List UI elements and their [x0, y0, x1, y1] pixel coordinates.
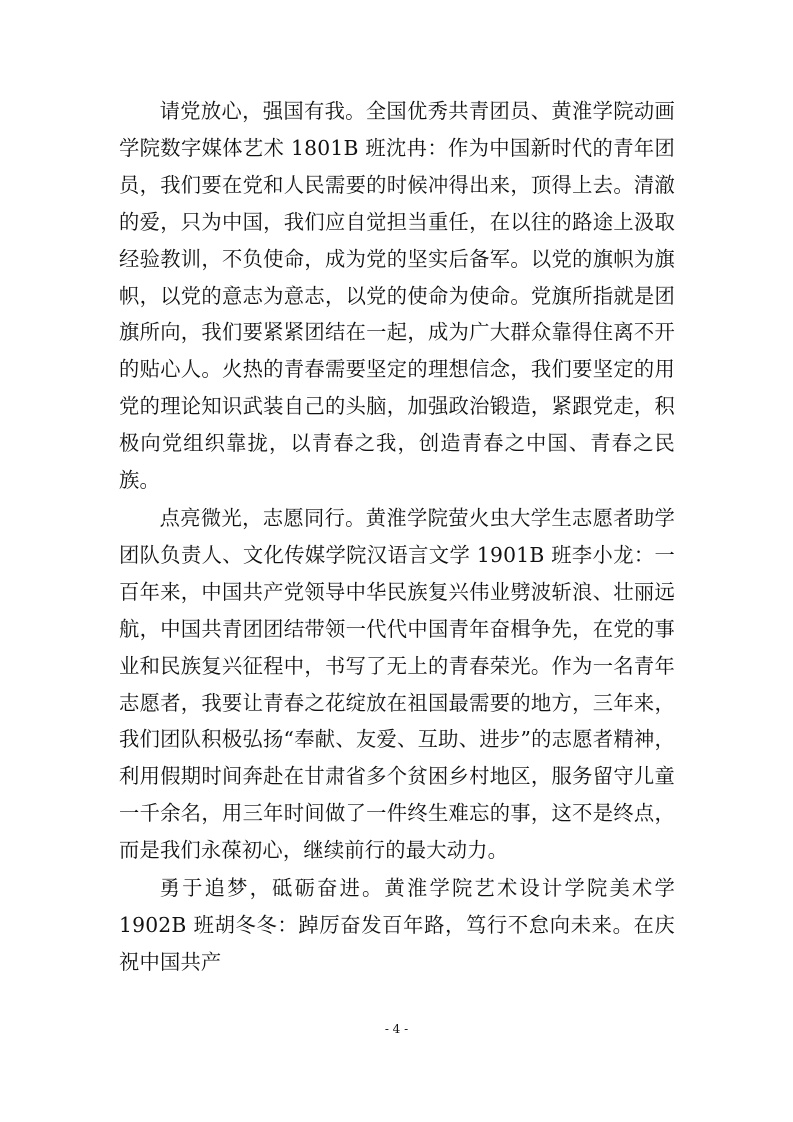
page-number: - 4 - — [384, 1022, 409, 1036]
paragraph: 请党放心，强国有我。全国优秀共青团员、黄淮学院动画学院数字媒体艺术 1801B 班沈冉：作为中国新时代的青年团员，我们要在党和人民需要的时候冲得出来，顶得上去。清澈的爱，只为中国，我们应自觉担当重任，在以往的路途上汲取经验教训，不负使命，成为党的坚实后备军。以党的旗帜为旗帜，以党的意志为意志，以党的使命为使命。党旗所指就是团旗所向，我们要紧紧团结在一起，成为广大群众靠得住离不开的贴心人。火热的青春需要坚定的理想信念，我们要坚定的用党的理论知识武装自己的头脑，加强政治锻造，紧跟党走，积极向党组织靠拢，以青春之我，创造青春之中国、青春之民族。 — [119, 99, 675, 493]
body-text — [119, 93, 675, 981]
paragraph: 勇于追梦，砥砺奋进。黄淮学院艺术设计学院美术学 1902B 班胡冬冬：踔厉奋发百年路，笃行不怠向未来。在庆祝中国共产 — [119, 876, 675, 974]
paragraph: 点亮微光，志愿同行。黄淮学院萤火虫大学生志愿者助学团队负责人、文化传媒学院汉语言文学 1901B 班李小龙：一百年来，中国共产党领导中华民族复兴伟业劈波斩浪、壮丽远航，中国共青团团结带领一代代中国青年奋楫争先，在党的事业和民族复兴征程中，书写了无上的青春荣光。作为一名青年志愿者，我要让青春之花绽放在祖国最需要的地方，三年来，我们团队积极弘扬“奉献、友爱、互助、进步”的志愿者精神，利用假期时间奔赴在甘肃省多个贫困乡村地区，服务留守儿童一千余名，用三年时间做了一件终生难忘的事，这不是终点，而是我们永葆初心，继续前行的最大动力。 — [119, 505, 675, 863]
